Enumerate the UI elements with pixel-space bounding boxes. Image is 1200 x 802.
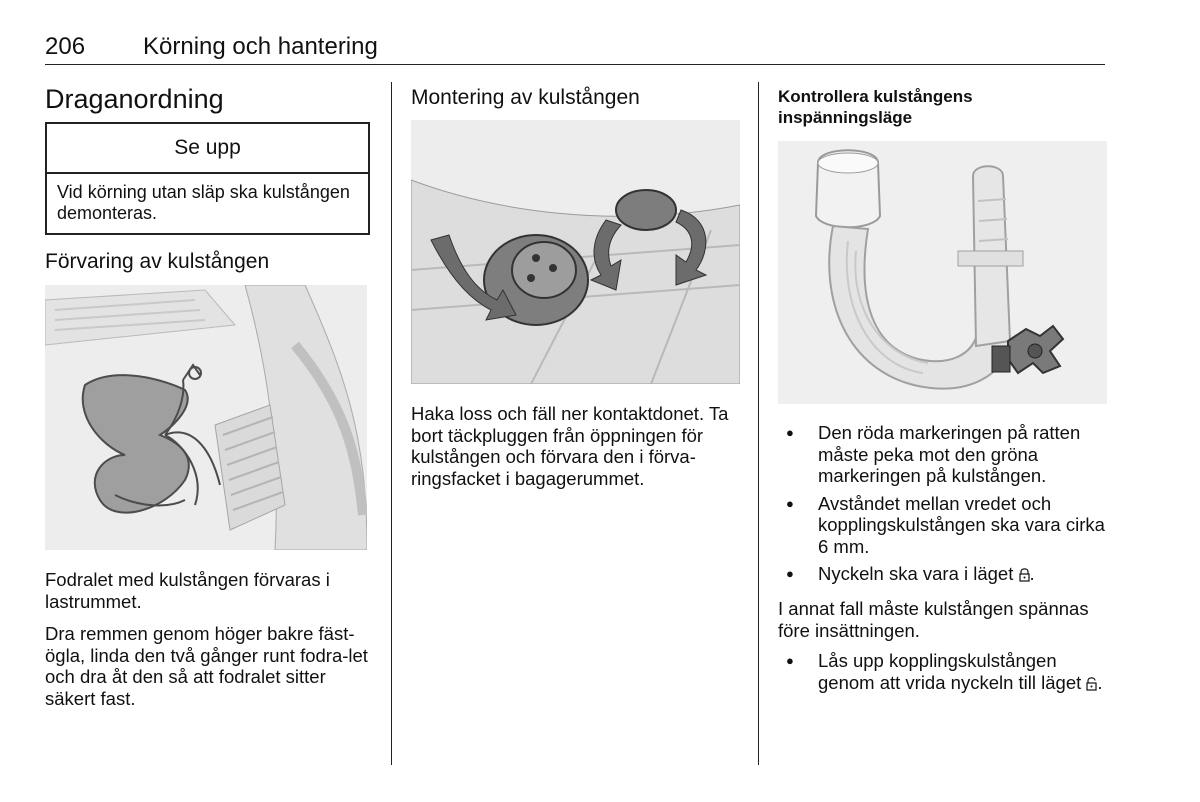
tow-ball-illustration [778, 141, 1107, 404]
column-divider-2 [758, 82, 759, 765]
bullet-marker-alignment [778, 422, 1108, 487]
bullet-text: Avståndet mellan vredet och kopplingskulstången ska vara cirka 6 mm. [818, 492, 1105, 557]
bullet-distance [778, 493, 1108, 558]
bullet-text: Nyckeln ska vara i läget [818, 563, 1014, 584]
storage-paragraph-2: Dra remmen genom höger bakre fäst-ögla, linda den två gånger runt fodra-let och dra åt den så att fodralet sitter säkert fast. [45, 623, 368, 709]
caution-box [45, 122, 370, 235]
bullet-text-end: . [1029, 563, 1035, 584]
mounting-heading: Montering av kulstången [411, 86, 640, 109]
check-heading: Kontrollera kulstångens inspänningsläge [778, 87, 973, 127]
bullet-text: Lås upp kopplingskulstången genom att vrida nyckeln till läget [818, 650, 1082, 693]
bullet-unlock [778, 650, 1108, 693]
check-bullet-list [778, 422, 1108, 591]
lock-closed-icon [1019, 567, 1030, 582]
storage-illustration [45, 285, 367, 550]
header-divider [45, 64, 1105, 65]
chapter-title: Körning och hantering [143, 33, 378, 60]
lock-open-icon [1086, 676, 1097, 691]
mounting-paragraph: Haka loss och fäll ner kontaktdonet. Ta bort täckpluggen från öppningen för kulstången och förvara den i förva-ringsfacket i bagagerummet. [411, 403, 729, 489]
caution-text: Vid körning utan släp ska kulstången demonteras. [57, 182, 350, 223]
mounting-illustration [411, 120, 740, 384]
bullet-text-end: . [1097, 671, 1103, 693]
caution-heading: Se upp [47, 124, 368, 174]
unlock-bullet-list [778, 650, 1108, 699]
page-number: 206 [45, 33, 86, 60]
storage-heading: Förvaring av kulstången [45, 250, 270, 273]
section-title: Draganordning [45, 84, 224, 114]
storage-paragraph-1: Fodralet med kulstången förvaras i lastrummet. [45, 569, 330, 612]
check-paragraph: I annat fall måste kulstången spännas före insättningen. [778, 598, 1089, 641]
column-divider-1 [391, 82, 392, 765]
bullet-key-position [778, 563, 1108, 585]
bullet-text: Den röda markeringen på ratten måste peka mot den gröna markeringen på kulstången. [818, 422, 1081, 486]
